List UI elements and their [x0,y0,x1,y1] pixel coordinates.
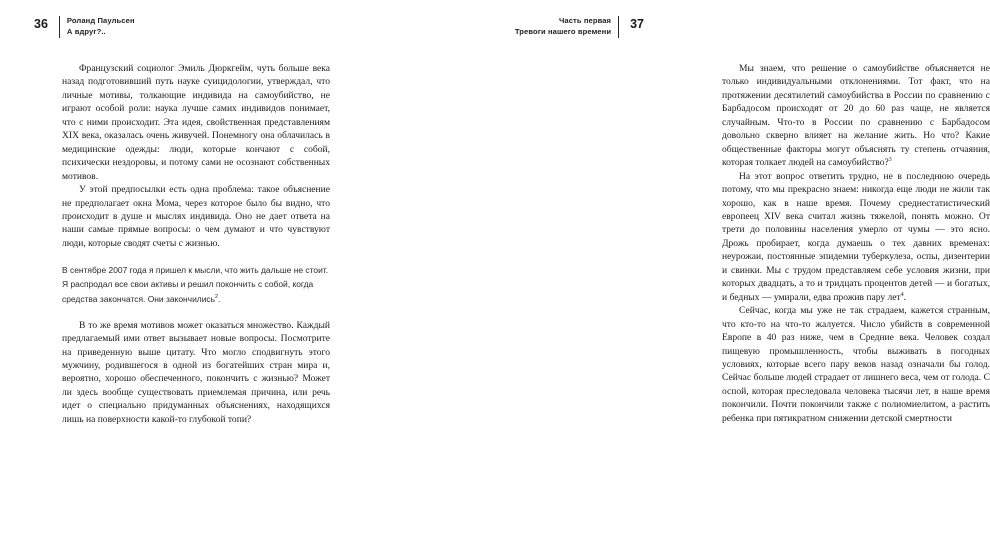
right-page-textblock [722,62,990,425]
left-running-head-text [67,16,135,37]
paragraph-tail: . [903,291,907,303]
right-page [339,0,990,540]
paragraph [722,170,990,305]
pull-quote-text: В сентябре 2007 года я пришел к мысли, что жить дальше не стоит. Я распродал все свои активы и решил покончить с собой, когда средства закончатся. Они закончились [62,265,329,304]
paragraph: У этой предпосылки есть одна проблема: такое объяснение не предполагает окна Мома, через которое было бы видно, что происходит в душе и мыслях индивида. Оно не дает ответа на наши самые прямые вопросы: о чем думают и что чувствуют люди, которые сводят счеты с жизнью. [62,184,330,249]
paragraph: Сейчас, когда мы уже не так страдаем, кажется странным, что кто-то на что-то жалуется. Число убийств в современной Европе в 40 раз ниже, чем в Средние века. Человек создал пищевую промышленность, чтобы выживать в погодных условиях, которые всего пару веков назад означали бы голод. Сейчас больше людей страдает от лишнего веса, чем от голода. С оспой, которая преследовала человека тысячи лет, в наше время покончили. Почти покончили также с полиомиелитом, а растить ребенка при пятикратном снижении детской смертности [722,305,990,424]
right-running-head [515,16,644,46]
right-running-head-text [515,16,611,37]
left-running-head [34,16,135,46]
right-page-number: 37 [630,17,644,31]
pull-quote-tail: . [217,293,221,304]
footnote-marker-4: 4 [900,291,904,298]
left-page-number: 36 [34,17,48,31]
paragraph: Французский социолог Эмиль Дюркгейм, чуть больше века назад подготовивший путь науке суицидологии, утверждал, что личные мотивы, толкающие индивида на самоубийство, не играют особой роли: наука лучше самих индивидов понимает, что с ними происходит. Эта идея, свойственная представлениям XIX века, оказалась очень живучей. Понемногу она облачилась в медицинские одежды: люди, которые кончают с собой, психически нездоровы, и потому сами не осознают собственных мотивов. [62,63,330,182]
left-page-textblock [62,62,330,426]
left-running-head-line1: Роланд Паульсен [66,16,135,25]
left-header-divider [59,16,60,38]
right-running-head-line1: Часть первая [558,16,612,25]
footnote-marker-3: 3 [888,157,892,163]
left-running-head-line2: А вдруг?.. [66,26,106,36]
footnote-marker-2: 2 [215,293,218,300]
pull-quote [62,263,330,305]
left-page [0,0,339,540]
paragraph-text: На этот вопрос ответить трудно, не в последнюю очередь потому, что мы прекрасно знаем: никогда еще люди не жили так хорошо, как в наше время. Почему среднестатистический европеец XIV века считал жизнь тяжелой, понять можно. От трети до половины населения умерло от чумы — это ясно. Дрожь пробирает, когда думаешь о тех давних временах: неурожаи, постоянные эпидемии туберкулеза, оспы, дизентерии и свинки. Мы с трудом представляем себе условия жизни, при которых двадцать, а то и тридцать процентов детей — и богатых, и бедных — умирали, едва прожив пару лет [722,170,990,303]
paragraph-text: Мы знаем, что решение о самоубийстве объясняется не только индивидуальными отклонениями. Тот факт, что на протяжении десятилетий самоубийства в России по сравнению с Барбадосом происходят от 20 до 60 раз чаще, не является случайным. Что-то в России по сравнению с Барбадосом довольно скверно влияет на желание жить. Но что? Какие общественные факторы могут объяснять ту степень отчаяния, которая толкает людей на самоубийство? [722,63,990,169]
right-header-divider [618,16,619,38]
right-running-head-line2: Тревоги нашего времени [514,26,612,36]
paragraph [722,62,990,170]
paragraph: В то же время мотивов может оказаться множество. Каждый предлагаемый ими ответ вызывает новые вопросы. Посмотрите на приведенную выше цитату. Что могло сподвигнуть этого мужчину, родившегося в одной из богатейших стран мира и, вероятно, хорошо обеспеченного, покончить с жизнью? Может ли здесь вообще существовать приемлемая причина, или речь идет о специально придуманных объяснениях, находящихся лишь на поверхности какой-то глубокой топи? [62,319,330,425]
